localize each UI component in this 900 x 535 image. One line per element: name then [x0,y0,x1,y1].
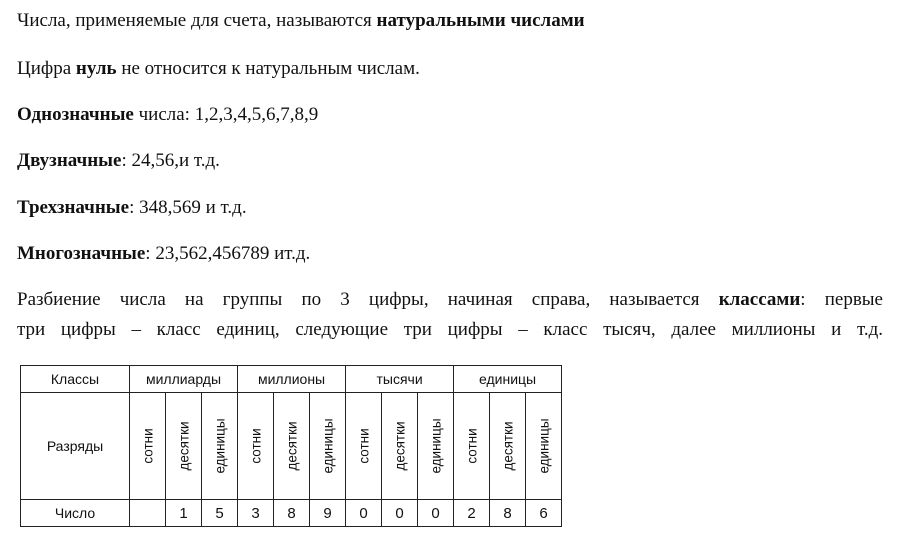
text-line-single-digit [17,103,318,127]
class-header-billions: миллиарды [130,366,238,393]
text-line-zero [17,57,420,81]
class-header-thousands: тысячи [346,366,454,393]
term-natural-numbers: натуральными числами [376,10,585,31]
place-cell [454,393,490,500]
term-zero: нуль [75,58,117,79]
text: не относится к натуральным числам. [116,58,420,79]
row-label-classes: Классы [21,366,130,393]
place-label: десятки [176,421,191,471]
place-cell [274,393,310,500]
place-cell [382,393,418,500]
row-label-number: Число [21,500,130,527]
text: три цифры – класс единиц, следующие три цифры – класс тысяч, далее миллионы и т.д. [17,319,883,340]
digit-cell: 6 [526,500,562,527]
digit-cell: 0 [382,500,418,527]
text: : 23,562,456789 ит.д. [145,243,311,264]
digit-cell: 3 [238,500,274,527]
text: : первые [800,289,883,310]
text: : 24,56,и т.д. [121,150,220,171]
term-classes: классами [718,289,801,310]
table-row-classes [21,366,562,393]
place-label: десятки [284,421,300,471]
place-label: сотни [464,428,480,464]
place-label: сотни [356,428,372,464]
place-label: десятки [500,421,516,471]
place-cell [202,393,238,500]
digit-cell: 8 [490,500,526,527]
text-line-three-digit [17,196,247,220]
row-label-places: Разряды [21,393,130,500]
place-cell [238,393,274,500]
term-single-digit: Однозначные [17,104,134,125]
place-cell [526,393,562,500]
text: Цифра [17,58,76,79]
place-label: единицы [536,418,552,474]
digit-cell [130,500,166,527]
digit-cell: 0 [346,500,382,527]
place-value-table [20,365,562,527]
place-cell [490,393,526,500]
term-multi-digit: Многозначные [17,243,146,264]
class-header-millions: миллионы [238,366,346,393]
digit-cell: 0 [418,500,454,527]
text-line-multi-digit [17,242,310,266]
digit-cell: 8 [274,500,310,527]
place-cell [346,393,382,500]
text-line-classes [17,288,883,312]
place-label: единицы [212,418,227,474]
digit-cell: 1 [166,500,202,527]
place-label: единицы [428,418,444,474]
place-cell [166,393,202,500]
place-cell [310,393,346,500]
class-header-units: единицы [454,366,562,393]
table-row-number [21,500,562,527]
place-label: десятки [392,421,408,471]
place-label: единицы [320,418,336,474]
text-line-two-digit [17,149,220,173]
place-label: сотни [248,428,264,464]
term-two-digit: Двузначные [17,150,122,171]
text: Разбиение числа на группы по 3 цифры, начиная справа, называется [17,289,719,310]
table-row-places [21,393,562,500]
place-cell [418,393,454,500]
text-line-natural-numbers [17,9,585,33]
place-label: сотни [140,428,155,464]
digit-cell: 2 [454,500,490,527]
text: : 348,569 и т.д. [129,197,247,218]
text: числа: 1,2,3,4,5,6,7,8,9 [133,104,319,125]
text: Числа, применяемые для счета, называются [17,10,377,31]
place-cell [130,393,166,500]
digit-cell: 9 [310,500,346,527]
term-three-digit: Трехзначные [17,197,130,218]
text-line-classes-cont [17,318,883,342]
digit-cell: 5 [202,500,238,527]
